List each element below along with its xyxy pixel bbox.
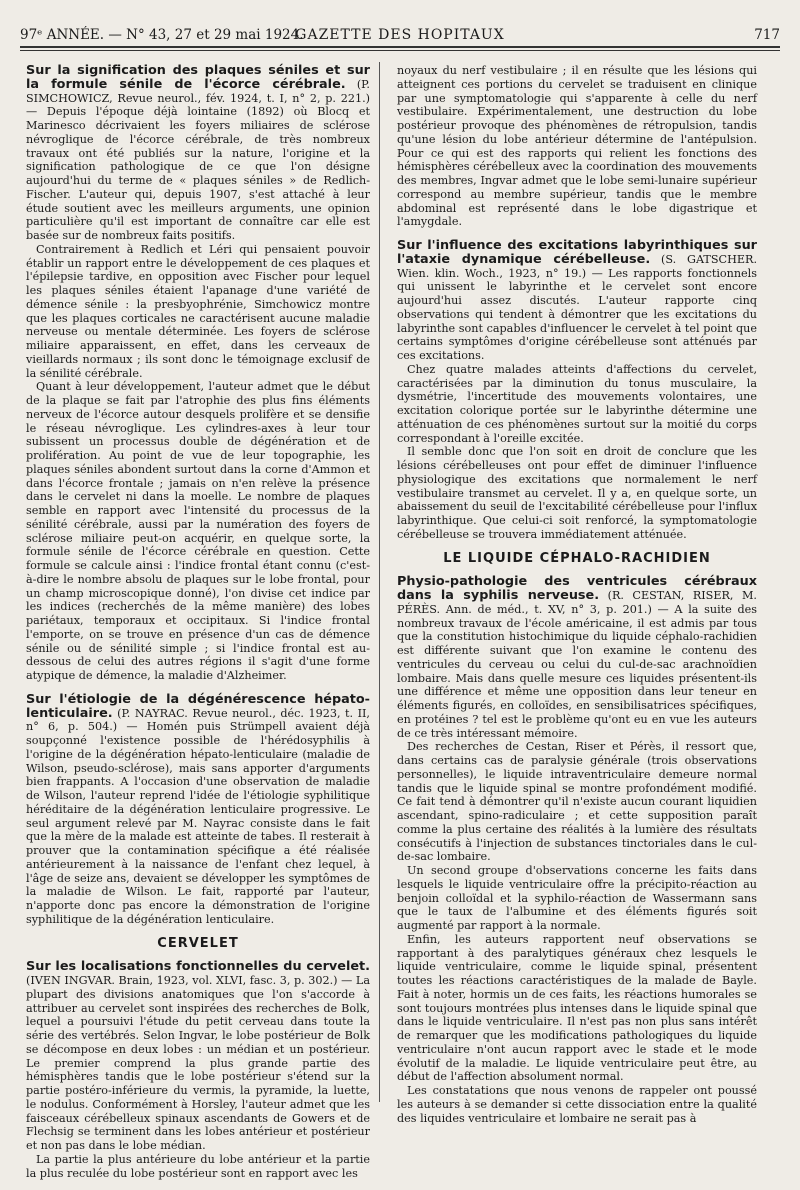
article-paragraph: Sur l'étiologie de la dégénérescence hépato-lenticulaire. (P. NAYRAC. Revue neurol., déc. 1923, t. II, n° 6, p. 504.) — Homén puis Strümpell avaient déjà soupçonné l'existence possible de l'hérédosyphilis à l'origine de la dégénération hépato-lenticulaire (maladie de Wilson, pseudo-sclérose), mais sans apporter d'arguments bien frappants. A l'occasion d'une observation de maladie de Wilson, l'auteur reprend l'idée de l'étiologie syphilitique héréditaire de la dégénération lenticulaire progressive. Le seul argument relevé par M. Nayrac consiste dans le fait que la mère de la malade est atteinte de tabes. Il resterait à prouver que la contamination spécifique a été réalisée antérieurement à la naissance de l'enfant chez lequel, à l'âge de seize ans, devaient se développer les symptômes de la maladie de Wilson. Le fait, rapporté par l'auteur, n'apporte donc pas encore la démonstration de l'origine syphilitique de la dégénération lenticulaire. — [26, 691, 370, 926]
article-paragraph: La partie la plus antérieure du lobe antérieur et la partie la plus reculée du lobe postérieur sont en rapport avec les — [26, 1152, 370, 1180]
article-paragraph: Physio-pathologie des ventricules cérébraux dans la syphilis nerveuse. (R. CESTAN, RISER, M. PÉRÈS. Ann. de méd., t. XV, n° 3, p. 201.) — A la suite des nombreux travaux de l'école américaine, il est admis par tous que la constitution histochimique du liquide céphalo-rachidien est différente suivant que l'on examine le contenu des ventricules du cerveau ou celui du cul-de-sac arachnoïdien lombaire. Mais dans quelle mesure ces liquides présentent-ils une différence et même une opposition dans leur teneur en éléments figurés, en colloïdes, en sensibilisatrices spécifiques, en protéines ? tel est le problème qu'ont eu en vue les auteurs de ce très intéressant mémoire. — [397, 574, 757, 740]
article-paragraph: Il semble donc que l'on soit en droit de conclure que les lésions cérébelleuses ont pour effet de diminuer l'influence physiologique des excitations que normalement le nerf vestibulaire transmet au cervelet. Il y a, en quelque sorte, un abaissement du seuil de l'excitabilité cérébelleuse pour l'influx labyrinthique. Que celui-ci soit renforcé, la symptomatologie cérébelleuse se trouvera immédiatement atténuée. — [397, 445, 757, 541]
article-title: Sur la signification des plaques séniles et sur la formule sénile de l'écorce cérébrale. — [26, 63, 370, 92]
article-paragraph: Sur la signification des plaques séniles et sur la formule sénile de l'écorce cérébrale. (P. SIMCHOWICZ, Revue neurol., fév. 1924, t. I, n° 2, p. 221.) — Depuis l'époque déjà lointaine (1892) où Blocq et Marinesco décrivaient les foyers miliaires de sclérose névroglique de l'écorce cérébrale, de très nombreux travaux ont été publiés sur la nature, l'origine et la signification pathologique de ce que l'on désigne aujourd'hui du terme de « plaques séniles » de Redlich-Fischer. L'auteur qui, depuis 1907, s'est attaché à leur étude soutient avec les meilleurs arguments, une opinion particulière qu'il est important de connaître car elle est basée sur de nombreux faits positifs. — [26, 63, 370, 242]
article-paragraph: Un second groupe d'observations concerne les faits dans lesquels le liquide ventriculaire offre la précipito-réaction au benjoin colloïdal et la syphilo-réaction de Wassermann sans que le taux de l'albumine et des éléments figurés soit augmenté par rapport à la normale. — [397, 864, 757, 932]
page-header — [20, 22, 780, 48]
left-column — [26, 64, 370, 1190]
journal-title: GAZETTE DES HOPITAUX — [295, 27, 505, 43]
article-cervelet — [26, 960, 370, 1180]
article-hepato-lenticulaire — [26, 693, 370, 927]
article-plaques-seniles — [26, 64, 370, 683]
article-continuation — [397, 64, 757, 229]
section-heading-cervelet: CERVELET — [157, 935, 239, 951]
article-labyrinth — [397, 239, 757, 542]
article-paragraph: Sur les localisations fonctionnelles du cervelet. (IVEN INGVAR. Brain, 1923, vol. XLVI, fasc. 3, p. 302.) — La plupart des divisions anatomiques que l'on s'accorde à attribuer au cervelet sont inspirées des recherches de Bolk, lequel a poursuivi l'étude du petit cerveau dans toute la série des vertébrés. Selon Ingvar, le lobe postérieur de Bolk se décompose en deux lobes : un médian et un postérieur. Le premier comprend la plus grande partie des hémisphères tandis que le lobe postérieur s'étend sur la partie postéro-inférieure du vermis, la pyramide, la luette, le nodulus. Conformément à Horsley, l'auteur admet que les faisceaux cérébelleux spinaux ascendants de Gowers et de Flechsig se terminent dans les lobes antérieur et postérieur et non pas dans le lobe médian. — [26, 959, 370, 1152]
article-title: Sur l'influence des excitations labyrinthiques sur l'ataxie dynamique cérébelleuse. — [397, 238, 757, 267]
article-paragraph: Enfin, les auteurs rapportent neuf observations se rapportant à des paralytiques généraux chez lesquels le liquide ventriculaire, comme le liquide spinal, présentent toutes les réactions caractéristiques de la malade de Bayle. Fait à noter, hormis un de ces faits, les réactions humorales se sont toujours montrées plus intenses dans le liquide spinal que dans le liquide ventriculaire. Il n'est pas non plus sans intérêt de remarquer que les modifications pathologiques du liquide ventriculaire n'ont aucun rapport avec le stade et le mode évolutif de la maladie. Le liquide ventriculaire peut être, au début de l'affection absolument normal. — [397, 932, 757, 1084]
article-title: Physio-pathologie des ventricules cérébraux dans la syphilis nerveuse. — [397, 574, 757, 603]
column-divider — [379, 62, 380, 1102]
section-heading-lcr: LE LIQUIDE CÉPHALO-RACHIDIEN — [443, 550, 711, 566]
article-paragraph: Contrairement à Redlich et Léri qui pensaient pouvoir établir un rapport entre le développement de ces plaques et l'épilepsie tardive, en opposition avec Fischer pour lequel les plaques séniles étaient l'apanage d'une variété de démence sénile : la presbyophrénie, Simchowicz montre que les plaques corticales ne caractérisent aucune maladie nerveuse ou mentale déterminée. Les foyers de sclérose miliaire apparaissent, en effet, dans les cerveaux de vieillards normaux ; ils sont donc le témoignage exclusif de la sénilité cérébrale. — [26, 242, 370, 380]
article-paragraph: Des recherches de Cestan, Riser et Pérès, il ressort que, dans certains cas de paralysie générale (trois observations personnelles), le liquide intraventriculaire demeure normal tandis que le liquide spinal se montre profondément modifié. Ce fait tend à démontrer qu'il n'existe aucun courant liquidien ascendant, spino-radiculaire ; et cette supposition paraît comme la plus certaine des réalités à la lumière des résultats consécutifs à l'injection de substances tinctoriales dans le cul-de-sac lombaire. — [397, 740, 757, 864]
article-ventricules — [397, 575, 757, 1125]
issue-info: 97ᵉ ANNÉE. — N° 43, 27 et 29 mai 1924. — [20, 27, 304, 43]
article-paragraph: Sur l'influence des excitations labyrinthiques sur l'ataxie dynamique cérébelleuse. (S. GATSCHER. Wien. klin. Woch., 1923, n° 19.) — Les rapports fonctionnels qui unissent le labyrinthe et le cervelet sont encore aujourd'hui assez discutés. L'auteur rapporte cinq observations qui tendent à démontrer que les excitations du labyrinthe sont capables d'influencer le cervelet à tel point que certains symptômes d'origine cérébelleuse sont atténués par ces excitations. — [397, 238, 758, 362]
right-column — [397, 64, 757, 1135]
page-number: 717 — [754, 27, 780, 43]
article-paragraph: noyaux du nerf vestibulaire ; il en résulte que les lésions qui atteignent ces portions du cervelet se traduisent en clinique par une symptomatologie qui s'apparente à celle du nerf vestibulaire. Expérimentalement, une destruction du lobe postérieur provoque des phénomènes de rétropulsion, tandis qu'une lésion du lobe antérieur détermine de l'antépulsion. Pour ce qui est des rapports qui relient les fonctions des hémisphères cérébelleux avec la coordination des mouvements des membres, Ingvar admet que le lobe semi-lunaire supérieur correspond au membre supérieur, tandis que le membre abdominal est représenté dans le lobe digastrique et l'amygdale. — [397, 64, 757, 229]
article-title: Sur l'étiologie de la dégénérescence hépato-lenticulaire. — [26, 691, 370, 721]
article-paragraph: Chez quatre malades atteints d'affections du cervelet, caractérisées par la diminution du tonus musculaire, la dysmétrie, l'incertitude des mouvements volontaires, une excitation colorique portée sur le labyrinthe détermine une atténuation de ces phénomènes surtout sur la moitié du corps correspondant à l'oreille excitée. — [397, 362, 757, 445]
article-paragraph: Quant à leur développement, l'auteur admet que le début de la plaque se fait par l'atrophie des plus fins éléments nerveux de l'écorce autour desquels prolifère et se densifie le réseau névroglique. Les cylindres-axes à leur tour subissent un processus double de dégénération et de prolifération. Au point de vue de leur topographie, les plaques séniles abondent surtout dans la corne d'Ammon et dans l'écorce frontale ; jamais on n'en relève la présence dans le cervelet ni dans la moelle. Le nombre de plaques semble en rapport avec l'intensité du processus de la sénilité cérébrale, aussi par la numération des foyers de sclérose miliaire peut-on acquérir, en quelque sorte, la formule sénile de l'écorce cérébrale en question. Cette formule se calcule ainsi : l'indice frontal étant connu (c'est-à-dire le nombre absolu de plaques sur le lobe frontal, pour un champ microscopique donné), l'on divise cet indice par les indices (recherchés de la même manière) des lobes pariétaux, temporaux et occipitaux. Si l'indice frontal l'emporte, on se trouve en présence d'un cas de démence sénile ou de sénilité simple ; si l'indice frontal est au-dessous de celui des autres régions il s'agit d'une forme atypique de démence, la maladie d'Alzheimer. — [26, 380, 370, 682]
header-rule — [20, 50, 780, 51]
article-paragraph: Les constatations que nous venons de rappeler ont poussé les auteurs à se demander si cette dissociation entre la qualité des liquides ventriculaire et lombaire ne serait pas à — [397, 1084, 757, 1125]
article-title: Sur les localisations fonctionnelles du cervelet. — [26, 959, 370, 975]
